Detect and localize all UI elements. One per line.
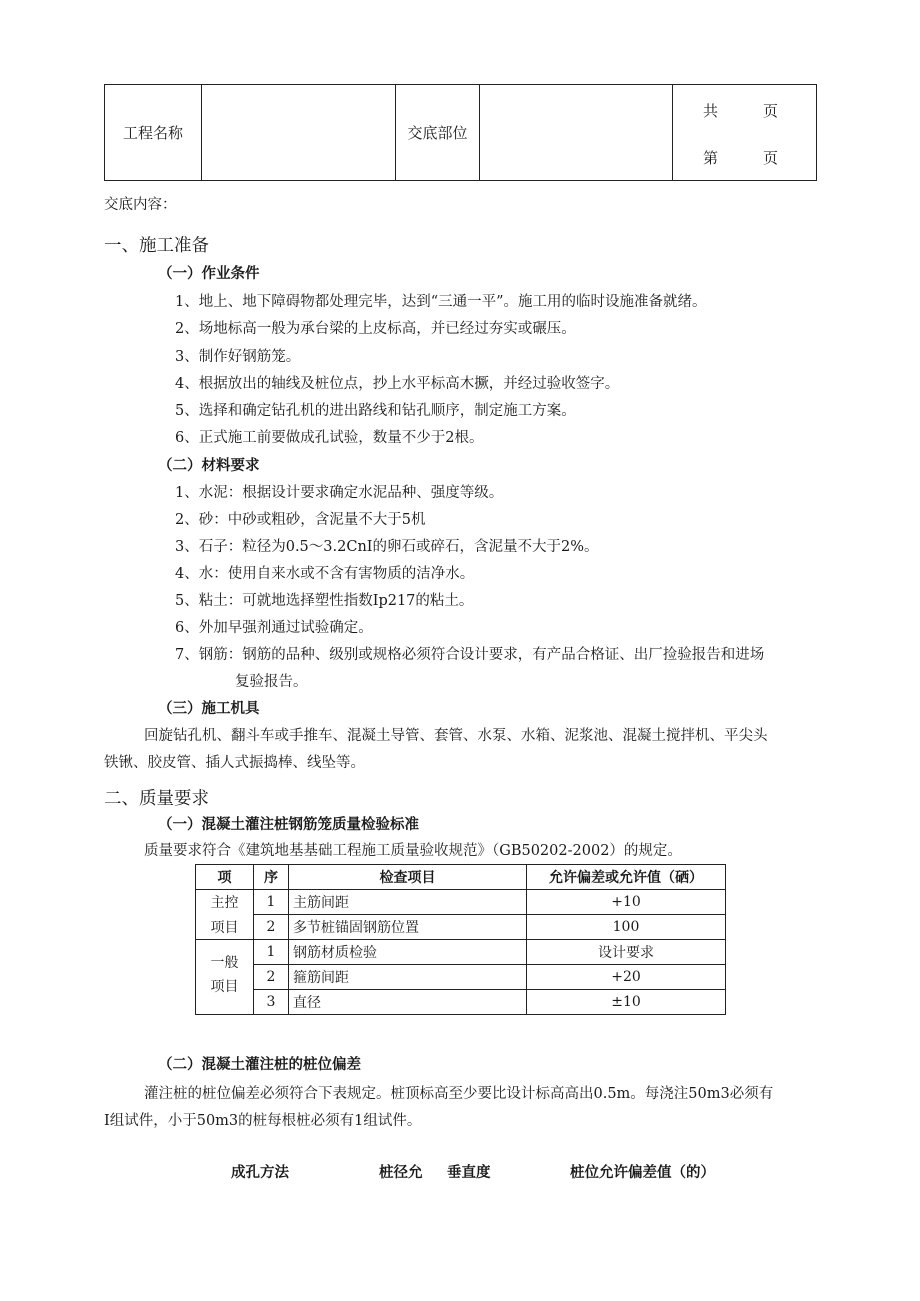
list-item: 3、石子：粒径为0.5～3.2CnI的卵石或碎石，含泥量不大于2%。 xyxy=(175,539,599,555)
total-pages-suffix: 页 xyxy=(763,102,779,120)
table-cell: 3 xyxy=(254,990,289,1015)
list-item: 4、水：使用自来水或不含有害物质的洁净水。 xyxy=(175,566,475,582)
table-header: 检查项目 xyxy=(289,865,527,890)
section1-title: 一、施工准备 xyxy=(104,236,209,256)
table-cell: 设计要求 xyxy=(527,940,726,965)
deviation-para-line-1: 灌注桩的桩位偏差必须符合下表规定。桩顶标高至少要比设计标高高出0.5m。每浇注50m3必须有 xyxy=(144,1086,774,1102)
table-header: 序 xyxy=(254,865,289,890)
group-label-line: 项目 xyxy=(210,978,239,995)
section2-title: 二、质量要求 xyxy=(104,789,209,809)
list-item: 1、水泥：根据设计要求确定水泥品种、强度等级。 xyxy=(175,485,504,501)
tools-line-1: 回旋钻孔机、翻斗车或手推车、混凝土导管、套管、水泵、水箱、泥浆池、混凝土搅拌机、平尖头 xyxy=(144,728,768,744)
list-item: 4、根据放出的轴线及桩位点，抄上水平标高木撅，并经过验收签字。 xyxy=(175,376,620,392)
table-cell: 钢筋材质检验 xyxy=(289,940,527,965)
group-label xyxy=(196,978,254,1015)
table-cell: 2 xyxy=(254,915,289,940)
page-counter-cell xyxy=(673,85,817,181)
table-header: 允许偏差或允许值（硒） xyxy=(527,865,726,890)
list-item: 3、制作好钢筋笼。 xyxy=(175,349,301,365)
table-cell: 多节桩锚固钢筋位置 xyxy=(289,915,527,940)
col-header-deviation: 桩位允许偏差值（的） xyxy=(570,1164,715,1181)
list-item: 1、地上、地下障碍物都处理完毕，达到“三通一平”。施工用的临时设施准备就绪。 xyxy=(175,294,707,310)
section2-sub1-title: （一）混凝土灌注桩钢筋笼质量检验标准 xyxy=(158,816,419,833)
list-item: 7、钢筋：钢筋的品种、级别或规格必须符合设计要求，有产品合格证、出厂捡验报告和进场 xyxy=(175,647,765,663)
table-cell: 1 xyxy=(254,940,289,965)
table-row xyxy=(196,890,726,915)
table-cell: 100 xyxy=(527,915,726,940)
section1-sub3-title: （三）施工机具 xyxy=(158,700,260,717)
page-no-suffix: 页 xyxy=(763,149,779,167)
quality-intro: 质量要求符合《建筑地基基础工程施工质量验收规范》（GB50202-2002）的规定。 xyxy=(144,843,682,859)
col-header-method: 成孔方法 xyxy=(231,1164,289,1181)
deviation-para-line-2: I组试件，小于50m3的桩每根桩必须有1组试件。 xyxy=(104,1113,422,1129)
quality-table xyxy=(195,864,726,1015)
section1-sub2-title: （二）材料要求 xyxy=(158,457,260,474)
tools-line-2: 铁锹、胶皮管、插人式振捣棒、线坠等。 xyxy=(104,755,365,771)
col-header-vertical: 垂直度 xyxy=(447,1164,491,1181)
content-label: 交底内容： xyxy=(104,197,177,213)
table-cell: 箍筋间距 xyxy=(289,965,527,990)
table-cell: 主筋间距 xyxy=(289,890,527,915)
table-cell: 2 xyxy=(254,965,289,990)
table-cell: 直径 xyxy=(289,990,527,1015)
list-item-continuation: 复验报告。 xyxy=(235,674,308,690)
list-item: 5、选择和确定钻孔机的进出路线和钻孔顺序，制定施工方案。 xyxy=(175,403,576,419)
section2-sub2-title: （二）混凝土灌注桩的桩位偏差 xyxy=(158,1056,361,1073)
table-header: 项 xyxy=(196,865,254,890)
table-cell: +10 xyxy=(527,890,726,915)
header-table xyxy=(104,84,817,181)
handover-part-label: 交底部位 xyxy=(396,85,480,181)
list-item: 6、外加早强剂通过试验确定。 xyxy=(175,620,373,636)
table-row xyxy=(196,990,726,1015)
page-no-prefix: 第 xyxy=(703,149,719,167)
section1-sub1-title: （一）作业条件 xyxy=(158,265,260,282)
table-cell: +20 xyxy=(527,965,726,990)
list-item: 2、砂：中砂或粗砂，含泥量不大于5机 xyxy=(175,512,426,528)
group-label: 主控 xyxy=(196,890,254,915)
table-row xyxy=(196,965,726,990)
list-item: 6、正式施工前要做成孔试验，数量不少于2根。 xyxy=(175,430,484,446)
handover-part-value xyxy=(480,85,673,181)
project-name-value xyxy=(202,85,396,181)
total-pages-prefix: 共 xyxy=(703,102,719,120)
list-item: 5、粘土：可就地选择塑性指数Ip217的粘土。 xyxy=(175,593,474,609)
list-item: 2、场地标高一般为承台梁的上皮标高，并已经过夯实或碾压。 xyxy=(175,321,576,337)
group-label-line: 一般 xyxy=(210,954,239,971)
table-row xyxy=(196,915,726,940)
table-cell: 1 xyxy=(254,890,289,915)
table-row xyxy=(196,940,726,965)
group-label: 项目 xyxy=(196,915,254,940)
col-header-diameter: 桩径允 xyxy=(379,1164,423,1181)
table-cell: ±10 xyxy=(527,990,726,1015)
project-name-label: 工程名称 xyxy=(105,85,202,181)
